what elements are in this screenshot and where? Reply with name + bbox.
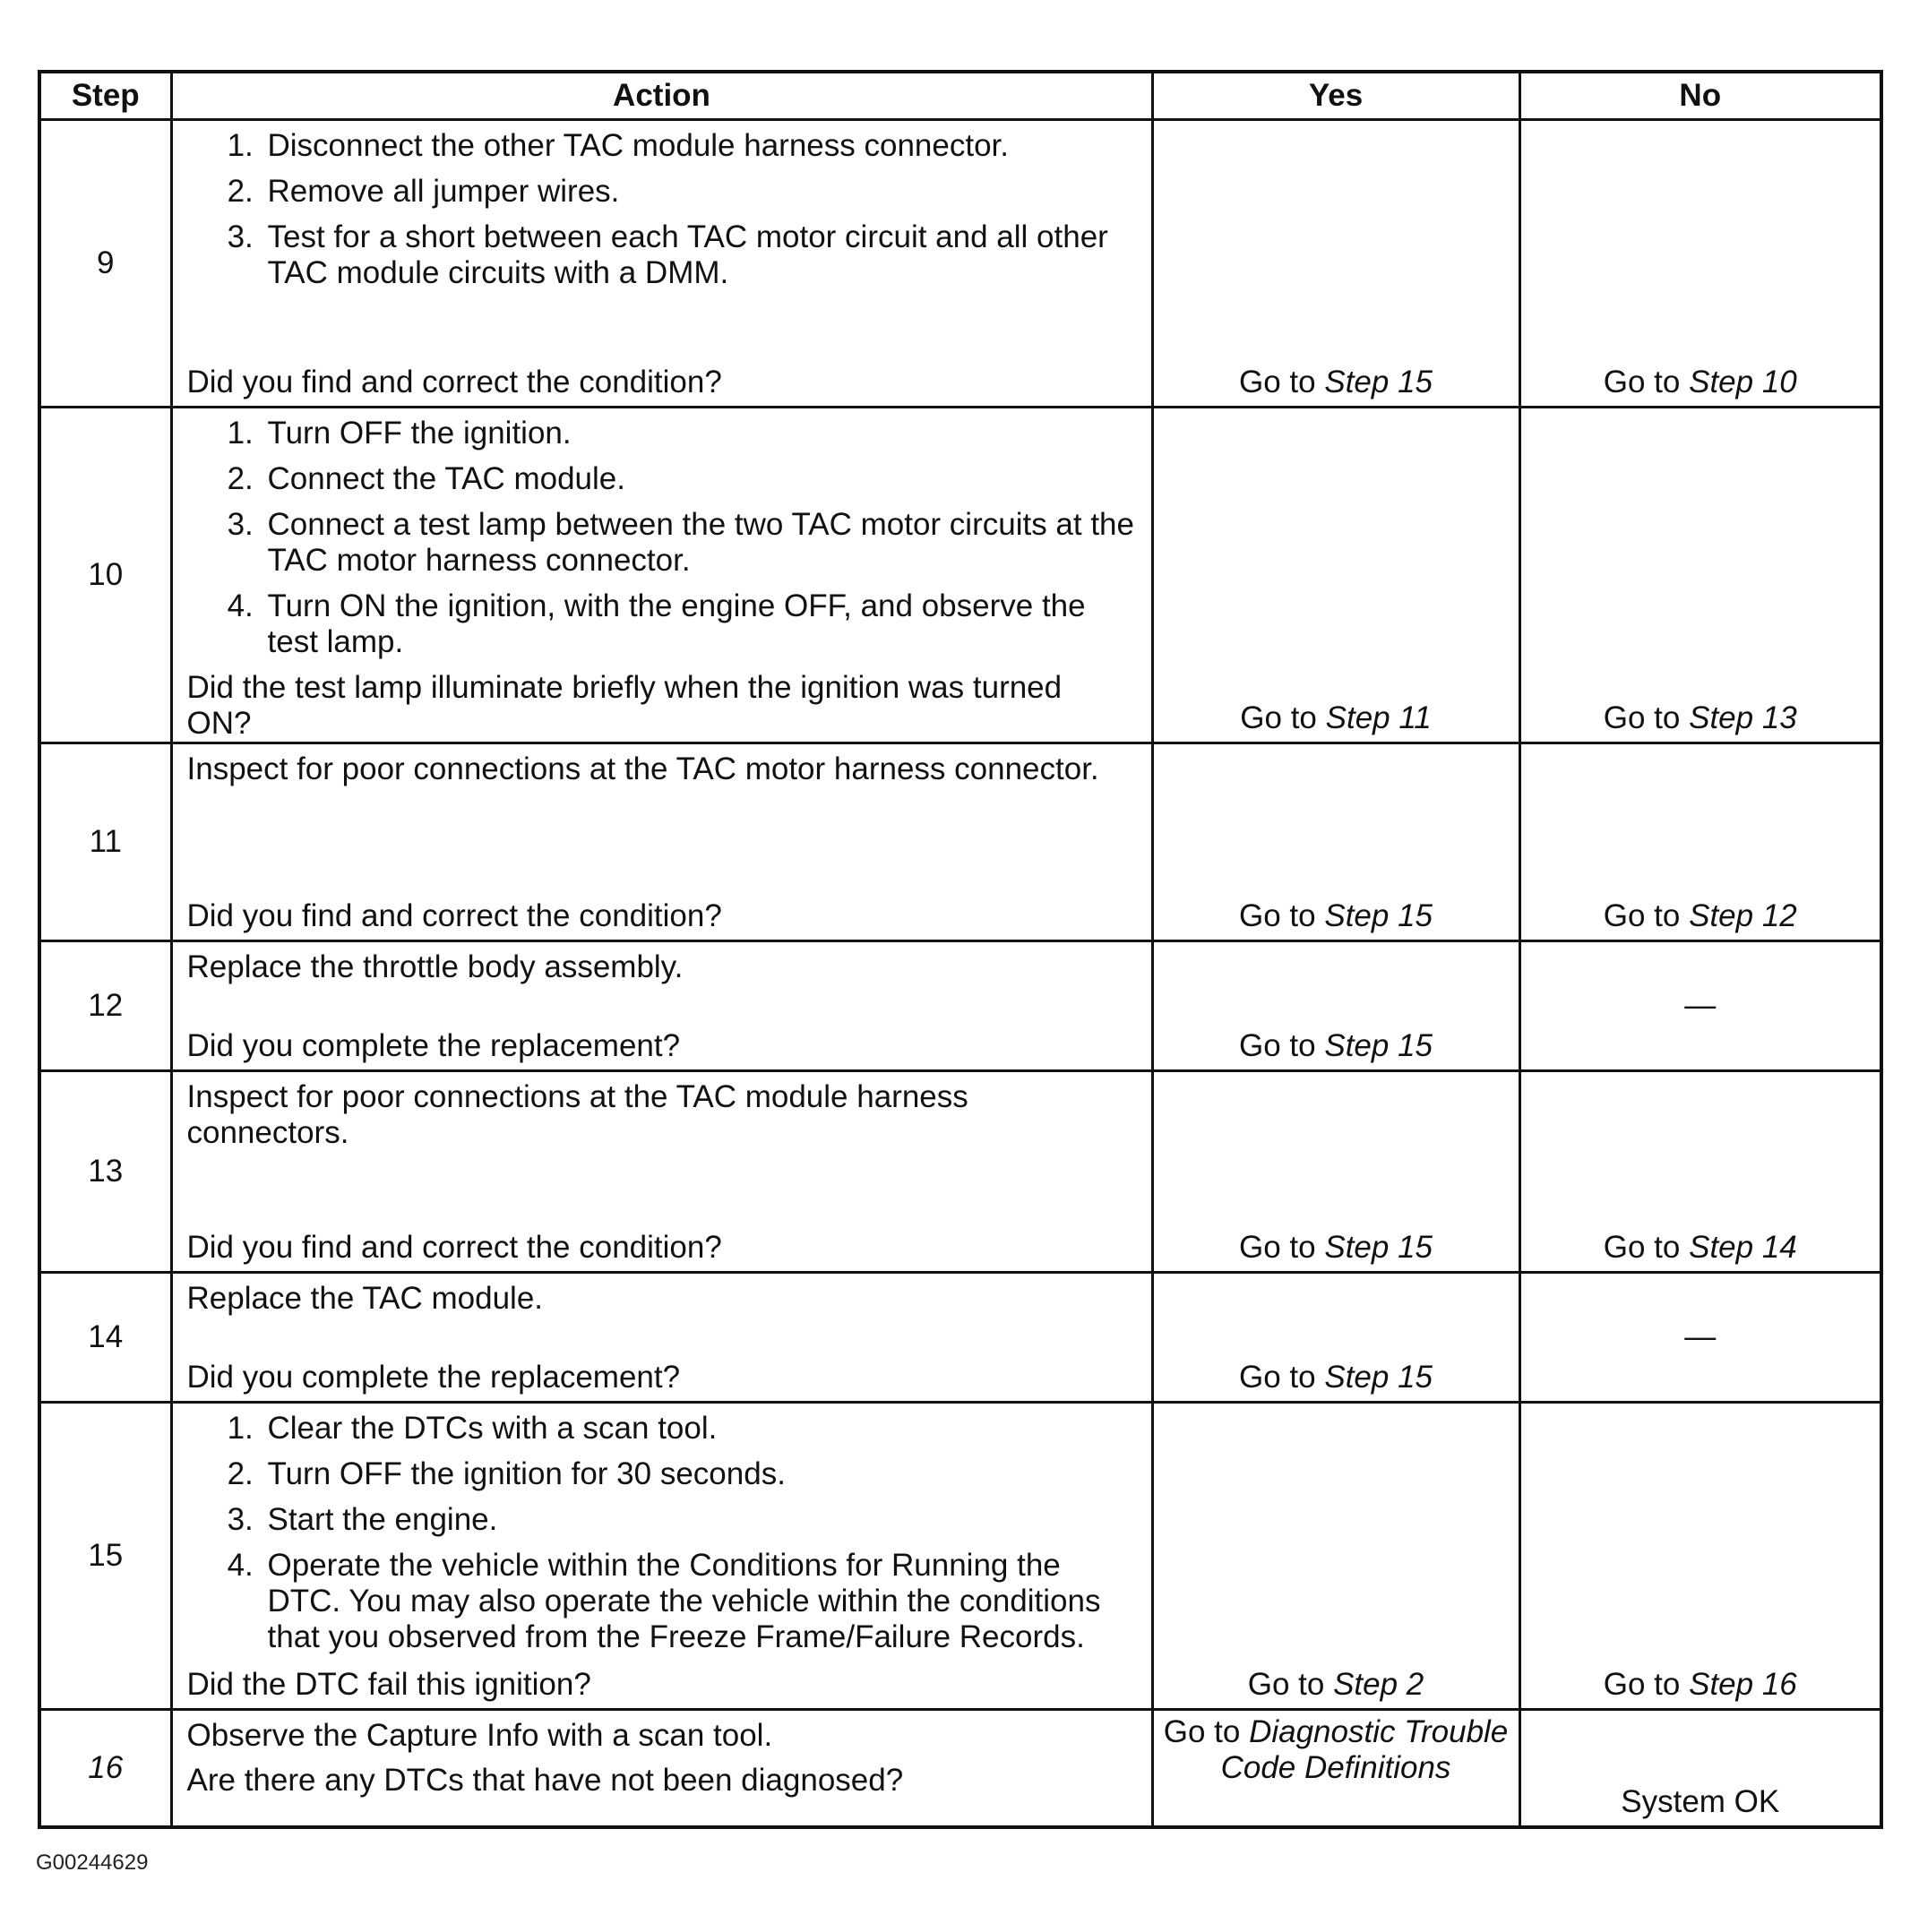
- action-cell: [171, 1071, 1152, 1273]
- diagnostic-trouble-code-definitions-reference: Diagnostic Trouble Code Definitions: [1220, 1714, 1509, 1785]
- action-cell: [171, 743, 1152, 941]
- no-cell: [1519, 941, 1881, 1071]
- question-text: Did you find and correct the condition?: [186, 898, 722, 933]
- step-number: 9: [39, 120, 171, 408]
- instruction-text: Inspect for poor connections at the TAC motor harness connector.: [186, 751, 1099, 786]
- step-number: 16: [39, 1710, 171, 1828]
- list-item: 3. Start the engine.: [262, 1502, 1135, 1538]
- action-cell: [171, 1710, 1152, 1828]
- yes-result: Go to Step 2: [1247, 1667, 1424, 1702]
- table-row: [39, 1071, 1881, 1273]
- question-text: Did the DTC fail this ignition?: [186, 1667, 591, 1702]
- step-column-header: Step: [39, 72, 171, 120]
- step-reference: Step 15: [1324, 1230, 1433, 1265]
- yes-result: Go to Step 15: [1239, 898, 1433, 933]
- list-item: 2. Remove all jumper wires.: [262, 174, 1135, 210]
- yes-cell: [1152, 1071, 1519, 1273]
- no-result: Go to Step 12: [1603, 898, 1797, 933]
- no-result: Go to Step 13: [1603, 700, 1797, 735]
- yes-result: Go to Diagnostic Trouble Code Definitions: [1163, 1714, 1509, 1785]
- list-item: 1. Turn OFF the ignition.: [262, 416, 1135, 451]
- list-item: 2. Turn OFF the ignition for 30 seconds.: [262, 1456, 1135, 1492]
- list-item: 4. Turn ON the ignition, with the engine OFF, and observe the test lamp.: [262, 588, 1135, 660]
- list-item: 1. Clear the DTCs with a scan tool.: [262, 1411, 1135, 1447]
- list-item: 2. Connect the TAC module.: [262, 461, 1135, 497]
- step-reference: Step 14: [1689, 1230, 1797, 1265]
- step-number: 13: [39, 1071, 171, 1273]
- step-reference: Step 2: [1333, 1667, 1424, 1702]
- table-row: [39, 1273, 1881, 1403]
- yes-result: Go to Step 11: [1240, 700, 1432, 735]
- action-cell: [171, 120, 1152, 408]
- yes-result: Go to Step 15: [1239, 1028, 1433, 1063]
- instruction-text: Replace the TAC module.: [186, 1281, 544, 1316]
- action-steps-list: [187, 416, 1135, 670]
- action-steps-list: [187, 128, 1135, 301]
- no-result-dash: —: [1684, 988, 1717, 1023]
- table-row: [39, 1403, 1881, 1710]
- table-row: [39, 408, 1881, 743]
- table-row: [39, 1710, 1881, 1828]
- question-text: Are there any DTCs that have not been diagnosed?: [186, 1763, 904, 1798]
- instruction-text: Observe the Capture Info with a scan tool.: [186, 1718, 773, 1753]
- step-number: 12: [39, 941, 171, 1071]
- action-column-header: Action: [171, 72, 1152, 120]
- question-text: Did you complete the replacement?: [186, 1360, 681, 1395]
- yes-result: Go to Step 15: [1239, 365, 1433, 399]
- instruction-text: Replace the throttle body assembly.: [186, 949, 684, 984]
- yes-cell: [1152, 120, 1519, 408]
- step-reference: Step 12: [1689, 898, 1797, 933]
- action-cell: [171, 408, 1152, 743]
- instruction-text: Inspect for poor connections at the TAC module harness connectors.: [186, 1079, 968, 1150]
- question-text: Did you find and correct the condition?: [186, 1230, 722, 1265]
- step-reference: Step 11: [1325, 700, 1432, 735]
- action-cell: [171, 941, 1152, 1071]
- yes-cell: [1152, 408, 1519, 743]
- question-text: Did the test lamp illuminate briefly when the ignition was turned ON?: [186, 670, 1063, 741]
- no-cell: [1519, 1071, 1881, 1273]
- yes-cell: [1152, 1403, 1519, 1710]
- list-item: 1. Disconnect the other TAC module harness connector.: [262, 128, 1135, 164]
- step-reference: Step 13: [1689, 700, 1797, 735]
- step-reference: Step 15: [1324, 898, 1433, 933]
- yes-result: Go to Step 15: [1239, 1360, 1433, 1395]
- step-number: 14: [39, 1273, 171, 1403]
- yes-cell: [1152, 941, 1519, 1071]
- table-row: [39, 743, 1881, 941]
- no-cell: [1519, 1273, 1881, 1403]
- no-result: Go to Step 10: [1603, 365, 1797, 399]
- yes-cell: [1152, 1273, 1519, 1403]
- action-cell: [171, 1403, 1152, 1710]
- list-item: 3. Test for a short between each TAC motor circuit and all other TAC module circuits with a DMM.: [262, 219, 1135, 291]
- action-cell: [171, 1273, 1152, 1403]
- no-result-dash: —: [1684, 1319, 1717, 1354]
- step-number: 10: [39, 408, 171, 743]
- yes-cell: [1152, 743, 1519, 941]
- step-number: 15: [39, 1403, 171, 1710]
- table-row: [39, 941, 1881, 1071]
- list-item: 4. Operate the vehicle within the Conditions for Running the DTC. You may also operate the vehicle within the conditions that you observed from the Freeze Frame/Failure Records.: [262, 1548, 1135, 1655]
- step-reference: Step 15: [1324, 1360, 1433, 1395]
- table-row: [39, 120, 1881, 408]
- question-text: Did you complete the replacement?: [186, 1028, 681, 1063]
- table-header-row: [39, 72, 1881, 120]
- diagnostic-table-sheet: [38, 70, 1880, 1829]
- diagnostic-steps-table: [38, 70, 1883, 1829]
- step-number: 11: [39, 743, 171, 941]
- no-column-header: No: [1519, 72, 1881, 120]
- list-item: 3. Connect a test lamp between the two TAC motor circuits at the TAC motor harness connector.: [262, 507, 1135, 579]
- step-reference: Step 15: [1324, 365, 1433, 399]
- no-result: Go to Step 16: [1603, 1667, 1797, 1702]
- system-ok-result: System OK: [1621, 1784, 1780, 1819]
- yes-result: Go to Step 15: [1239, 1230, 1433, 1265]
- no-result: Go to Step 14: [1603, 1230, 1797, 1265]
- no-cell: [1519, 743, 1881, 941]
- question-text: Did you find and correct the condition?: [186, 365, 722, 399]
- no-cell: [1519, 1403, 1881, 1710]
- action-steps-list: [187, 1411, 1135, 1665]
- figure-id: G00244629: [36, 1850, 149, 1875]
- step-reference: Step 16: [1689, 1667, 1797, 1702]
- yes-column-header: Yes: [1152, 72, 1519, 120]
- no-cell: [1519, 120, 1881, 408]
- no-cell: [1519, 1710, 1881, 1828]
- step-reference: Step 15: [1324, 1028, 1433, 1063]
- yes-cell: [1152, 1710, 1519, 1828]
- step-reference: Step 10: [1689, 365, 1797, 399]
- no-cell: [1519, 408, 1881, 743]
